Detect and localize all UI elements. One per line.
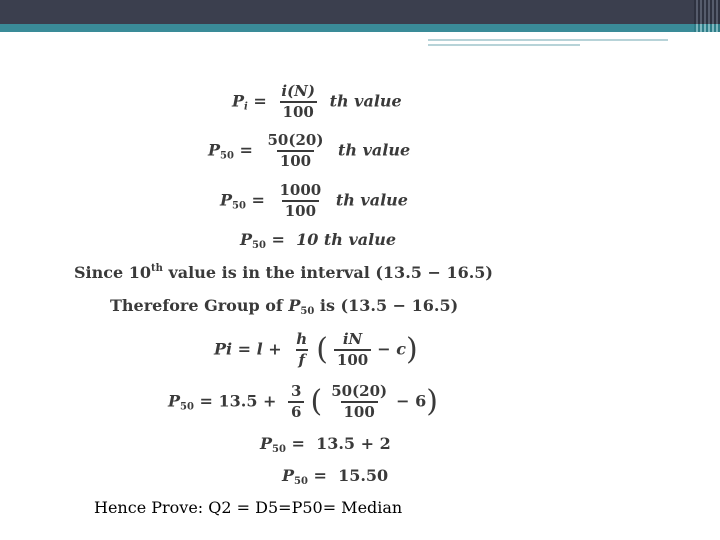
eq8-f2-denominator: 100	[341, 401, 378, 420]
eq3-tail: th value	[335, 190, 408, 210]
eq7-tail: − c	[377, 339, 406, 359]
accent-corner-pattern	[694, 24, 720, 32]
eq7-f2-numerator: iN	[342, 330, 363, 348]
equation-p50-sum: $P_{50} = 13.5 + 2$	[260, 434, 391, 455]
eq6-pre: Therefore Group of	[110, 296, 289, 315]
eq1-numerator: i(N)	[281, 82, 315, 100]
eq6-p-sub: 50	[300, 306, 315, 317]
equation-p50-substitution: $P_{50}$ = $\frac{50(20)}{100}$ th value	[208, 131, 411, 170]
statement-group	[110, 298, 458, 317]
eq1-fraction	[278, 84, 318, 120]
eq2-lhs-sub: 50	[220, 150, 234, 162]
accent-line-1	[428, 39, 668, 41]
eq8-f1-numerator: 3	[291, 382, 302, 400]
eq7-f2-denominator: 100	[334, 349, 371, 368]
equation-p50-computation: $P_{50} = 13.5$ + $\frac{3}{6}$ ( $\frac{50(20)}{100}$ − 6)	[168, 382, 438, 421]
eq4-rhs: 10 th value	[296, 230, 397, 249]
eq9-lhs: P	[260, 434, 273, 453]
eq8-f2-numerator: 50(20)	[331, 382, 388, 400]
equation-p50-product: $P_{50}$ = $\frac{1000}{100}$ th value	[220, 181, 408, 220]
eq8-lhs: P	[168, 391, 181, 411]
eq4-lhs: P	[240, 230, 253, 249]
eq1-lhs: P	[232, 91, 245, 111]
eq9-rhs: 13.5 + 2	[316, 434, 391, 453]
eq4-lhs-sub: 50	[252, 240, 266, 251]
eq10-lhs-sub: 50	[294, 476, 308, 487]
eq8-fraction-2	[328, 384, 390, 420]
eq8-fraction-1	[288, 384, 304, 420]
eq3-fraction	[277, 183, 325, 219]
eq7-fraction-2	[334, 332, 371, 368]
eq8-f1-denominator: 6	[288, 401, 304, 420]
eq7-open-paren: (	[316, 332, 328, 367]
eq6-post: is (13.5 − 16.5)	[319, 296, 459, 315]
accent-line-2	[428, 44, 580, 46]
eq10-lhs: P	[282, 466, 295, 485]
header-corner-pattern	[694, 0, 720, 24]
eq7-lhs: Pi	[214, 339, 233, 359]
eq9-lhs-sub: 50	[272, 444, 286, 455]
eq8-open-paren: (	[310, 384, 323, 419]
eq1-denominator: 100	[280, 101, 317, 120]
eq5-sup: th	[151, 263, 163, 274]
eq8-close-paren: )	[426, 384, 438, 419]
eq2-numerator: 50(20)	[267, 131, 324, 149]
slide-accent-lines	[0, 32, 720, 50]
eq7-fraction-1	[293, 332, 310, 368]
eq6-p: P	[288, 296, 301, 315]
eq2-fraction	[265, 133, 327, 169]
eq1-lhs-sub: i	[244, 101, 248, 113]
eq2-lhs: P	[208, 140, 221, 160]
eq3-numerator: 1000	[279, 181, 322, 199]
equation-grouped-percentile: Pi = l + $\frac{h}{f}$ ( $\frac{iN}{100}$ − c)	[214, 330, 418, 369]
eq8-mid: 13.5 +	[218, 391, 277, 411]
eq8-lhs-sub: 50	[180, 401, 194, 413]
eq7-f1-denominator: f	[296, 349, 308, 368]
eq5-post: value is in the interval (13.5 − 16.5)	[162, 263, 493, 282]
equation-percentile-formula: $P_i$ = $\frac{i(N)}{100}$ th value	[232, 82, 402, 121]
conclusion-text: Hence Prove: Q2 = D5=P50= Median	[94, 498, 403, 517]
equation-p50-result: $P_{50} = 15.50$	[282, 466, 389, 487]
eq2-denominator: 100	[277, 150, 314, 169]
eq2-tail: th value	[338, 140, 411, 160]
eq5-pre: Since 10	[74, 263, 152, 282]
eq3-lhs-sub: 50	[232, 200, 246, 212]
eq3-lhs: P	[220, 190, 233, 210]
eq10-rhs: 15.50	[338, 466, 389, 485]
eq1-tail: th value	[329, 91, 402, 111]
statement-interval	[74, 264, 493, 281]
slide-header-bar	[0, 0, 720, 24]
eq8-tail: − 6	[396, 391, 427, 411]
eq7-close-paren: )	[405, 332, 418, 367]
eq3-denominator: 100	[282, 200, 319, 219]
slide-accent-band	[0, 24, 720, 32]
equation-p50-value: $P_{50} = 10$ th value	[240, 230, 397, 251]
eq7-f1-numerator: h	[296, 330, 308, 348]
eq7-mid: l +	[256, 339, 282, 359]
